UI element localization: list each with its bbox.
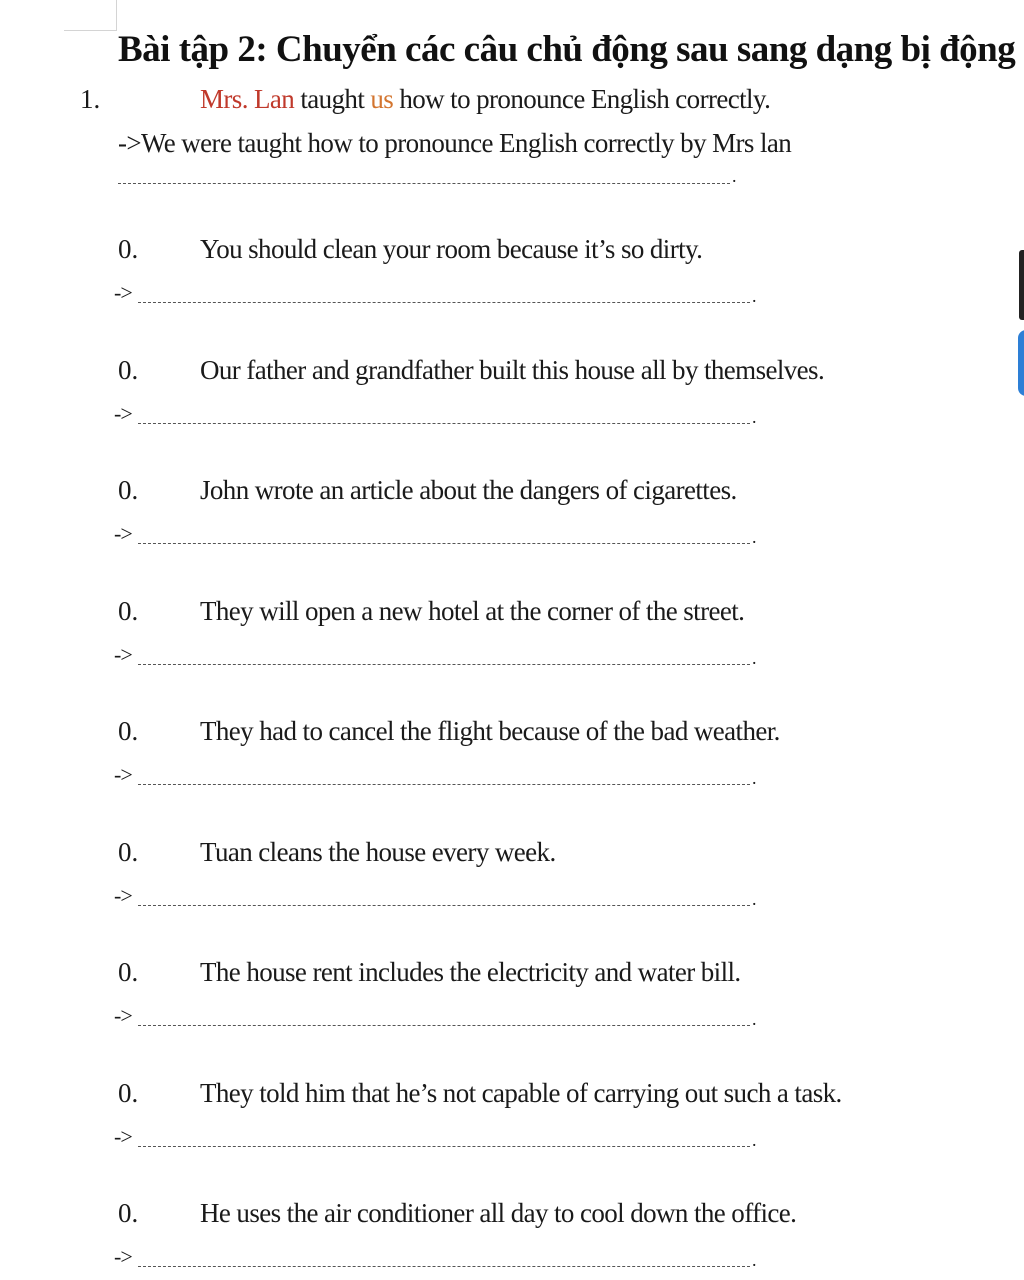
answer-blank-line[interactable] [138, 1025, 750, 1026]
answer-end-mark: . [752, 527, 757, 547]
example-subject: Mrs. Lan [200, 84, 295, 114]
example-rest: how to pronounce English correctly. [393, 84, 771, 114]
example-answer: ->We were taught how to pronounce English correctly by Mrs lan [118, 128, 792, 158]
answer-end-mark: . [752, 889, 757, 909]
answer-end-mark: . [752, 286, 757, 306]
exercise-sentence: They had to cancel the flight because of the bad weather. [200, 716, 780, 746]
example-end-mark: . [732, 166, 737, 186]
exercise-sentence: He uses the air conditioner all day to cool down the office. [200, 1198, 797, 1228]
answer-arrow: -> [114, 642, 132, 667]
answer-blank-line[interactable] [138, 784, 750, 785]
exercise-number: 0. [118, 596, 139, 626]
answer-blank-line[interactable] [138, 1266, 750, 1267]
exercise-sentence: They will open a new hotel at the corner of the street. [200, 596, 745, 626]
edge-blue-mark [1018, 330, 1024, 396]
answer-end-mark: . [752, 1130, 757, 1150]
exercise-sentence: John wrote an article about the dangers of cigarettes. [200, 475, 737, 505]
answer-arrow: -> [114, 280, 132, 305]
answer-blank-line[interactable] [138, 543, 750, 544]
exercise-title: Bài tập 2: Chuyển các câu chủ động sau sang dạng bị động [118, 29, 1016, 70]
exercise-number: 0. [118, 957, 139, 987]
edge-mark [1019, 250, 1024, 320]
answer-arrow: -> [114, 762, 132, 787]
answer-end-mark: . [752, 648, 757, 668]
answer-blank-line[interactable] [138, 302, 750, 303]
example-answer-line [118, 183, 730, 184]
exercise-number: 0. [118, 234, 139, 264]
answer-blank-line[interactable] [138, 423, 750, 424]
answer-blank-line[interactable] [138, 905, 750, 906]
exercise-number: 0. [118, 1078, 139, 1108]
exercise-sentence: Tuan cleans the house every week. [200, 837, 556, 867]
answer-arrow: -> [114, 1003, 132, 1028]
exercise-sentence: The house rent includes the electricity and water bill. [200, 957, 741, 987]
example-sentence [200, 84, 770, 115]
exercise-number: 0. [118, 355, 139, 385]
answer-arrow: -> [114, 401, 132, 426]
exercise-sentence: You should clean your room because it’s so dirty. [200, 234, 703, 264]
exercise-number: 0. [118, 837, 139, 867]
page-corner-frame [64, 0, 117, 31]
answer-end-mark: . [752, 407, 757, 427]
answer-arrow: -> [114, 883, 132, 908]
answer-end-mark: . [752, 1009, 757, 1029]
answer-blank-line[interactable] [138, 664, 750, 665]
example-object: us [370, 84, 394, 114]
answer-end-mark: . [752, 1250, 757, 1270]
answer-arrow: -> [114, 1244, 132, 1269]
answer-blank-line[interactable] [138, 1146, 750, 1147]
exercise-number: 0. [118, 475, 139, 505]
exercise-sentence: Our father and grandfather built this house all by themselves. [200, 355, 825, 385]
exercise-sentence: They told him that he’s not capable of carrying out such a task. [200, 1078, 842, 1108]
example-number: 1. [80, 84, 101, 114]
answer-end-mark: . [752, 768, 757, 788]
answer-arrow: -> [114, 1124, 132, 1149]
example-verb: taught [294, 84, 371, 114]
exercise-number: 0. [118, 1198, 139, 1228]
answer-arrow: -> [114, 521, 132, 546]
exercise-number: 0. [118, 716, 139, 746]
